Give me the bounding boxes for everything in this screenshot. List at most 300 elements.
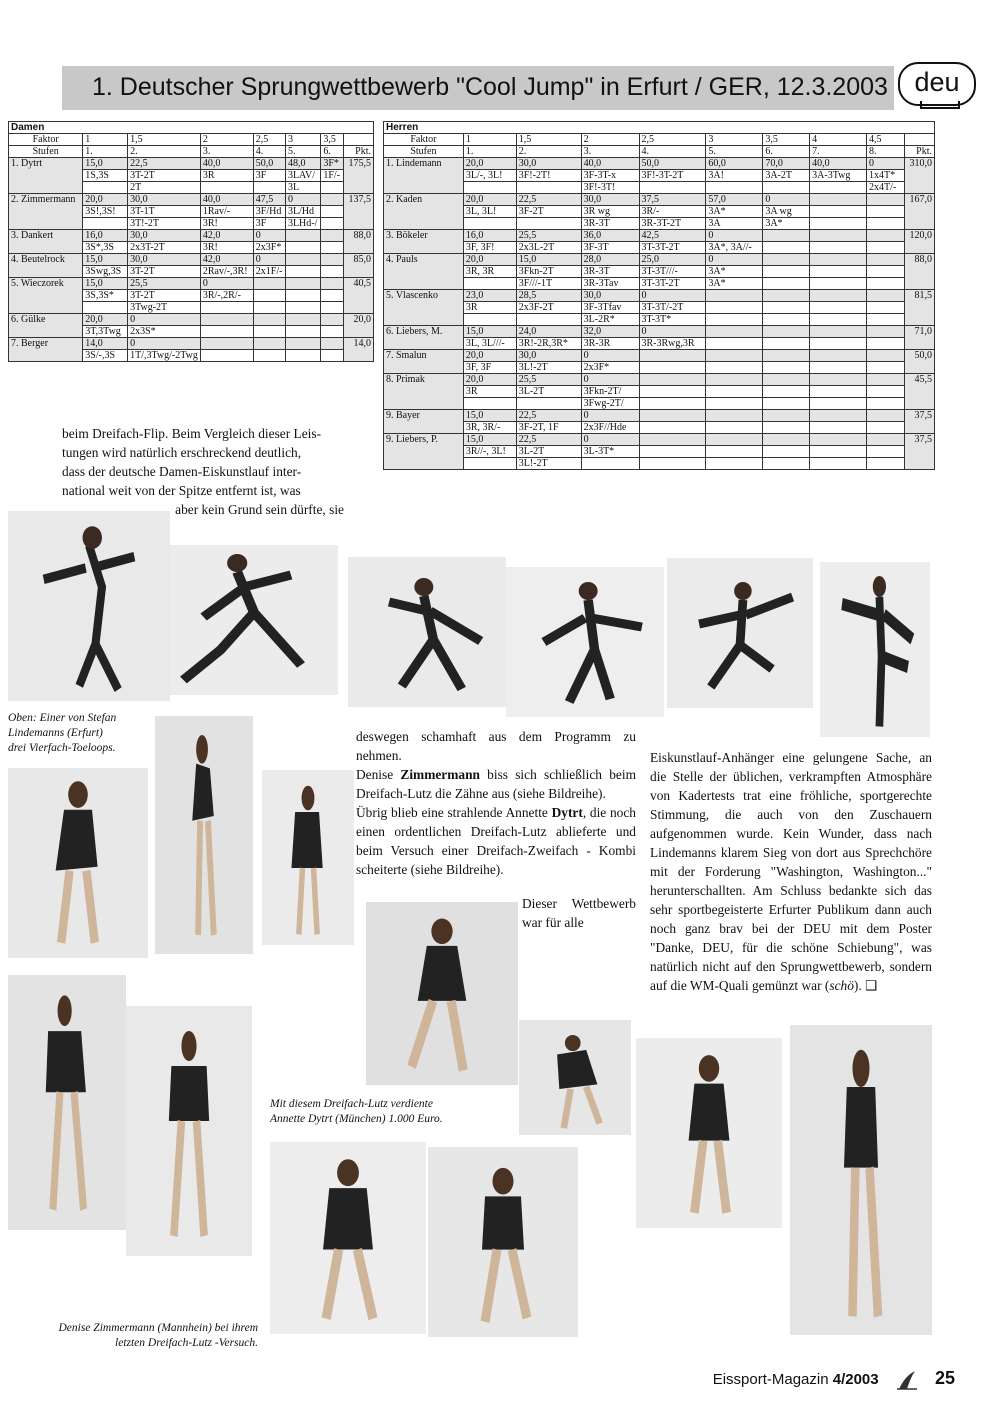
jump-row [384, 458, 935, 470]
score-cell: 20,0 [463, 350, 516, 362]
score-cell: 57,0 [706, 194, 763, 206]
article-text-col1 [62, 424, 344, 519]
jump-cell: 3L/-, 3L! [463, 170, 516, 182]
faktor-cell: 3,5 [321, 134, 344, 146]
score-cell: 3F* [321, 158, 344, 170]
jump-cell [200, 182, 253, 194]
score-cell [763, 326, 810, 338]
total-points: 120,0 [904, 230, 934, 254]
jump-cell [810, 398, 867, 410]
jump-cell: 2x1F/- [253, 266, 285, 278]
photo-dytrt-mid-2 [519, 1020, 631, 1135]
jump-cell [810, 218, 867, 230]
faktor-cell: 2,5 [639, 134, 706, 146]
score-cell: 20,0 [83, 314, 128, 326]
score-cell: 0 [581, 350, 639, 362]
jump-cell: 3T-2T [128, 266, 201, 278]
table-row [384, 434, 935, 446]
total-points: 137,5 [344, 194, 374, 230]
score-cell [253, 278, 285, 290]
jump-cell [321, 290, 344, 302]
jump-cell [867, 302, 905, 314]
score-cell [639, 434, 706, 446]
photo-lindemann-5 [667, 558, 813, 708]
page-title: 1. Deutscher Sprungwettbewerb "Cool Jump" in Erfurt / GER, 12.3.2003 [92, 73, 888, 101]
score-cell: 40,0 [581, 158, 639, 170]
jump-cell [463, 218, 516, 230]
stufe-cell: 5. [285, 146, 320, 158]
jump-cell: 2x3F* [581, 362, 639, 374]
jump-cell: 3R-3Rwg,3R [639, 338, 706, 350]
jump-row [384, 398, 935, 410]
score-cell [321, 278, 344, 290]
jump-cell: 3A* [706, 278, 763, 290]
jump-cell: 3T,3Twg [83, 326, 128, 338]
score-cell [810, 434, 867, 446]
photo-dytrt-mid-4 [790, 1025, 932, 1335]
athlete-name: 8. Primak [384, 374, 464, 410]
page-number: 25 [934, 1368, 955, 1388]
jump-cell [810, 242, 867, 254]
jump-cell [810, 314, 867, 326]
score-cell: 0 [763, 194, 810, 206]
table-row [9, 254, 374, 266]
jump-row [384, 386, 935, 398]
jump-cell: 3R//-, 3L! [463, 446, 516, 458]
jump-cell: 3T!-2T [128, 218, 201, 230]
jump-cell [706, 458, 763, 470]
score-cell: 42,0 [200, 254, 253, 266]
section-title: Damen [9, 122, 374, 134]
jump-cell: 3F-3T [581, 242, 639, 254]
faktor-cell: 1,5 [128, 134, 201, 146]
jump-cell: 3R-3T-2T [639, 218, 706, 230]
jump-cell [639, 362, 706, 374]
jump-cell: 3F///-1T [516, 278, 581, 290]
photo-zimmermann-1 [8, 975, 126, 1230]
jump-cell [763, 398, 810, 410]
jump-row [384, 302, 935, 314]
jump-cell: 3LHd-/ [285, 218, 320, 230]
jump-cell [200, 326, 253, 338]
score-cell: 22,5 [128, 158, 201, 170]
faktor-cell: 4 [810, 134, 867, 146]
score-cell: 42,0 [200, 230, 253, 242]
athlete-name: 3. Bökeler [384, 230, 464, 254]
jump-row [384, 206, 935, 218]
score-cell: 0 [706, 230, 763, 242]
score-cell: 0 [253, 230, 285, 242]
score-cell: 0 [867, 158, 905, 170]
jump-cell: 2x4T/- [867, 182, 905, 194]
jump-row [384, 314, 935, 326]
jump-cell: 3S/-,3S [83, 350, 128, 362]
score-cell: 30,0 [128, 254, 201, 266]
section-title: Herren [384, 122, 935, 134]
jump-cell: 2x3F//Hde [581, 422, 639, 434]
table-row [384, 194, 935, 206]
stufe-cell: 6. [763, 146, 810, 158]
table-row [384, 326, 935, 338]
score-cell [639, 350, 706, 362]
score-cell: 20,0 [83, 194, 128, 206]
jump-cell [867, 266, 905, 278]
jump-cell [200, 302, 253, 314]
score-cell: 15,0 [463, 434, 516, 446]
caption-line: Lindemanns (Erfurt) [8, 727, 103, 739]
score-cell [810, 374, 867, 386]
jump-cell: 3F-2T, 1F [516, 422, 581, 434]
table-row [384, 254, 935, 266]
jump-cell: 3L-3T* [581, 446, 639, 458]
total-points: 310,0 [904, 158, 934, 194]
athlete-name: 1. Lindemann [384, 158, 464, 194]
score-cell: 42,5 [639, 230, 706, 242]
faktor-row [9, 134, 374, 146]
text-span: Denise [356, 767, 401, 782]
score-cell: 0 [639, 326, 706, 338]
jump-cell [639, 182, 706, 194]
jump-cell [253, 302, 285, 314]
faktor-cell: 1 [463, 134, 516, 146]
stufen-label: Stufen [9, 146, 83, 158]
jump-cell [321, 302, 344, 314]
jump-cell [706, 302, 763, 314]
caption-line: letzten Dreifach-Lutz -Versuch. [115, 1337, 258, 1349]
stufe-cell: 2. [516, 146, 581, 158]
jump-cell [867, 338, 905, 350]
score-cell: 0 [639, 290, 706, 302]
jump-cell: 3T-3T* [639, 314, 706, 326]
caption-line: drei Vierfach-Toeloops. [8, 742, 116, 754]
faktor-cell: 4,5 [867, 134, 905, 146]
jump-cell: 3L-2R* [581, 314, 639, 326]
jump-cell [763, 386, 810, 398]
jump-cell [285, 266, 320, 278]
jump-cell [285, 290, 320, 302]
jump-cell: 3R [200, 170, 253, 182]
score-cell [200, 314, 253, 326]
score-cell [706, 350, 763, 362]
jump-cell [285, 326, 320, 338]
jump-cell [253, 182, 285, 194]
text-line: national weit von der Spitze entfernt ist, was [62, 483, 301, 498]
photo-dytrt-left-2 [8, 768, 148, 958]
total-points: 175,5 [344, 158, 374, 194]
article-text-col2-end: Dieser Wettbewerb war für alle [522, 896, 636, 930]
jump-row [384, 218, 935, 230]
score-cell: 16,0 [83, 230, 128, 242]
jump-cell: 3L [285, 182, 320, 194]
caption-line: Denise Zimmermann (Mannhein) bei ihrem [58, 1322, 258, 1334]
jump-cell: 3F-3T-x [581, 170, 639, 182]
score-cell: 30,0 [128, 230, 201, 242]
jump-cell [463, 278, 516, 290]
score-cell [763, 374, 810, 386]
jump-cell: 1T/,3Twg/-2Twg [128, 350, 201, 362]
stufen-label: Stufen [384, 146, 464, 158]
jump-cell [867, 278, 905, 290]
section-row [384, 122, 935, 134]
jump-cell: 2T [128, 182, 201, 194]
jump-cell [639, 386, 706, 398]
jump-cell: 3L, 3L! [463, 206, 516, 218]
total-points: 88,0 [344, 230, 374, 254]
stufe-cell: 2. [128, 146, 201, 158]
jump-cell [810, 458, 867, 470]
empty-cell [904, 134, 934, 146]
jump-cell [810, 206, 867, 218]
jump-row [384, 422, 935, 434]
score-cell: 40,0 [810, 158, 867, 170]
stufe-cell: 4. [639, 146, 706, 158]
jump-cell: 3Fkn-2T [516, 266, 581, 278]
jump-row [384, 338, 935, 350]
jump-cell [867, 446, 905, 458]
caption-line: Mit diesem Dreifach-Lutz verdiente [270, 1098, 433, 1110]
caption-lindemann [8, 711, 158, 756]
jump-cell [83, 302, 128, 314]
score-cell [763, 290, 810, 302]
faktor-cell: 2 [200, 134, 253, 146]
score-cell [200, 338, 253, 350]
score-cell: 20,0 [463, 194, 516, 206]
score-cell: 30,0 [516, 350, 581, 362]
score-cell: 0 [706, 254, 763, 266]
photo-lindemann-3 [348, 557, 506, 707]
score-cell: 14,0 [83, 338, 128, 350]
athlete-name: 6. Liebers, M. [384, 326, 464, 350]
jump-cell [516, 182, 581, 194]
score-cell: 32,0 [581, 326, 639, 338]
score-cell: 15,0 [463, 326, 516, 338]
jump-cell [810, 338, 867, 350]
jump-cell [867, 206, 905, 218]
jump-row [384, 446, 935, 458]
jump-cell [321, 182, 344, 194]
jump-cell: 3F!-2T! [516, 170, 581, 182]
score-cell [867, 194, 905, 206]
jump-cell [706, 398, 763, 410]
jump-cell [810, 278, 867, 290]
page-footer [713, 1368, 955, 1391]
faktor-cell: 1,5 [516, 134, 581, 146]
score-cell: 50,0 [639, 158, 706, 170]
faktor-cell: 3 [285, 134, 320, 146]
empty-cell [344, 134, 374, 146]
score-cell: 25,0 [639, 254, 706, 266]
jump-cell [706, 314, 763, 326]
jump-cell [810, 362, 867, 374]
text-span: Eiskunstlauf-Anhänger eine gelungene Sache, an die Stelle der üblichen, verkrampften Atmosphäre von Kadertests trat eine fröhliche, sportgerechte Stimmung, die auch von den Zuschauern aufgenommen wurde. Kein Wunder, dass nach Lindemanns klarem Sieg von dort aus Sprechchöre mit der Forderung "Washington, Washington..." herunterschallten. Am Schluss bedankte sich das sehr sportbegeisterte Erfurter Publikum dann auch noch ganz brav bei der DEU mit dem Poster "Danke, DEU, für die schöne Schiebung", was natürlich nicht auf den Sprungwettbewerb, sondern auf die WM-Quali gemünzt war ( [650, 750, 932, 993]
jump-cell [706, 338, 763, 350]
stufe-cell: 3. [200, 146, 253, 158]
score-cell: 30,0 [581, 194, 639, 206]
jump-cell [639, 422, 706, 434]
jump-cell [706, 182, 763, 194]
total-points: 40,5 [344, 278, 374, 314]
score-cell [321, 314, 344, 326]
score-cell [867, 290, 905, 302]
jump-cell: 3L-2T [516, 446, 581, 458]
damen-results-table [8, 121, 374, 362]
score-cell: 30,0 [128, 194, 201, 206]
score-cell: 15,0 [83, 254, 128, 266]
jump-cell: 3A wg [763, 206, 810, 218]
jump-cell: 3F-3Tfav [581, 302, 639, 314]
score-cell: 20,0 [463, 158, 516, 170]
table-row [9, 158, 374, 170]
score-cell [867, 230, 905, 242]
total-points: 167,0 [904, 194, 934, 230]
jump-cell: 3Twg-2T [128, 302, 201, 314]
score-cell: 22,5 [516, 194, 581, 206]
stufe-cell: 1. [83, 146, 128, 158]
total-points: 81,5 [904, 290, 934, 326]
jump-row [384, 242, 935, 254]
photo-zimmermann-3 [270, 1142, 426, 1334]
score-cell: 37,5 [639, 194, 706, 206]
jump-cell [463, 458, 516, 470]
faktor-row [384, 134, 935, 146]
score-cell [867, 254, 905, 266]
jump-cell [516, 218, 581, 230]
jump-cell [867, 386, 905, 398]
paragraph: deswegen schamhaft aus dem Programm zu nehmen. [356, 729, 636, 763]
jump-cell [763, 422, 810, 434]
magazine-logo-icon [895, 1369, 919, 1391]
total-points: 71,0 [904, 326, 934, 350]
jump-cell [810, 386, 867, 398]
photo-lindemann-6 [820, 562, 930, 737]
athlete-name: 7. Smalun [384, 350, 464, 374]
athlete-name: 4. Pauls [384, 254, 464, 290]
score-cell: 30,0 [516, 158, 581, 170]
athlete-name: 4. Beutelrock [9, 254, 83, 278]
table-row [9, 314, 374, 326]
score-cell: 20,0 [463, 374, 516, 386]
total-points: 45,5 [904, 374, 934, 410]
jump-cell [867, 398, 905, 410]
athlete-name: 2. Kaden [384, 194, 464, 230]
jump-cell [83, 218, 128, 230]
score-cell: 0 [128, 338, 201, 350]
score-cell: 0 [581, 410, 639, 422]
jump-cell [763, 266, 810, 278]
photo-dytrt-left-1 [155, 716, 253, 954]
jump-cell: 3T-2T [128, 290, 201, 302]
athlete-name: 5. Vlascenko [384, 290, 464, 326]
deu-logo: deu [898, 62, 976, 106]
total-points: 20,0 [344, 314, 374, 338]
photo-lindemann-4 [506, 567, 664, 717]
score-cell: 0 [581, 434, 639, 446]
jump-cell: 3L, 3L///- [463, 338, 516, 350]
jump-cell [285, 350, 320, 362]
jump-cell [639, 446, 706, 458]
jump-cell: 1Rav/- [200, 206, 253, 218]
stufen-row [9, 146, 374, 158]
end-mark: ❑ [865, 978, 878, 993]
table-row [384, 410, 935, 422]
score-cell: 0 [285, 194, 320, 206]
score-cell [706, 374, 763, 386]
jump-cell: 3A*, 3A//- [706, 242, 763, 254]
score-cell: 28,0 [581, 254, 639, 266]
jump-cell: 3A* [763, 218, 810, 230]
text-line: tungen wird natürlich erschreckend deutlich, [62, 445, 302, 460]
text-span: , die noch einen ordentlichen Dreifach-Lutz ablieferte und beim Versuch einer Dreifach-Zweifach - Kombi scheiterte (siehe Bildreihe). [356, 805, 637, 877]
athlete-name: 3. Dankert [9, 230, 83, 254]
stufe-cell: 1. [463, 146, 516, 158]
faktor-cell: 3,5 [763, 134, 810, 146]
table-row [9, 230, 374, 242]
jump-cell [463, 182, 516, 194]
jump-cell [321, 350, 344, 362]
section-row [9, 122, 374, 134]
jump-cell [463, 398, 516, 410]
deu-logo-underline [920, 101, 960, 109]
faktor-cell: 2 [581, 134, 639, 146]
jump-cell [763, 242, 810, 254]
issue-number: 4/2003 [832, 1371, 879, 1388]
score-cell [867, 374, 905, 386]
jump-cell [867, 362, 905, 374]
jump-cell: 3R! [200, 218, 253, 230]
score-cell [810, 410, 867, 422]
jump-cell: 3R!-2R,3R* [516, 338, 581, 350]
jump-cell: 1x4T* [867, 170, 905, 182]
stufe-cell: 3. [581, 146, 639, 158]
score-cell [810, 290, 867, 302]
score-cell: 47,5 [253, 194, 285, 206]
jump-cell [581, 458, 639, 470]
faktor-cell: 2,5 [253, 134, 285, 146]
jump-cell: 3R/-,2R/- [200, 290, 253, 302]
text-span: Übrig blieb eine strahlende Annette [356, 805, 552, 820]
jump-cell [763, 362, 810, 374]
name-bold: Zimmermann [400, 767, 480, 782]
table-row [384, 230, 935, 242]
jump-cell [763, 302, 810, 314]
score-cell: 16,0 [463, 230, 516, 242]
jump-row [384, 170, 935, 182]
score-cell: 0 [200, 278, 253, 290]
jump-cell: 3T-2T [128, 170, 201, 182]
score-cell [810, 230, 867, 242]
score-cell [867, 326, 905, 338]
jump-cell: 3R, 3R/- [463, 422, 516, 434]
score-cell: 25,5 [128, 278, 201, 290]
score-cell: 22,5 [516, 434, 581, 446]
score-cell: 0 [128, 314, 201, 326]
score-cell [810, 326, 867, 338]
score-cell [321, 338, 344, 350]
table-row [384, 374, 935, 386]
jump-cell [706, 446, 763, 458]
paragraph [356, 765, 636, 803]
score-cell: 28,5 [516, 290, 581, 302]
text-line: dass der deutsche Damen-Eiskunstlauf inter- [62, 464, 302, 479]
jump-cell [706, 422, 763, 434]
score-cell [867, 434, 905, 446]
stufe-cell: 8. [867, 146, 905, 158]
jump-cell [867, 314, 905, 326]
score-cell [810, 254, 867, 266]
jump-cell: 3S*,3S [83, 242, 128, 254]
table-row [384, 290, 935, 302]
jump-cell [516, 398, 581, 410]
